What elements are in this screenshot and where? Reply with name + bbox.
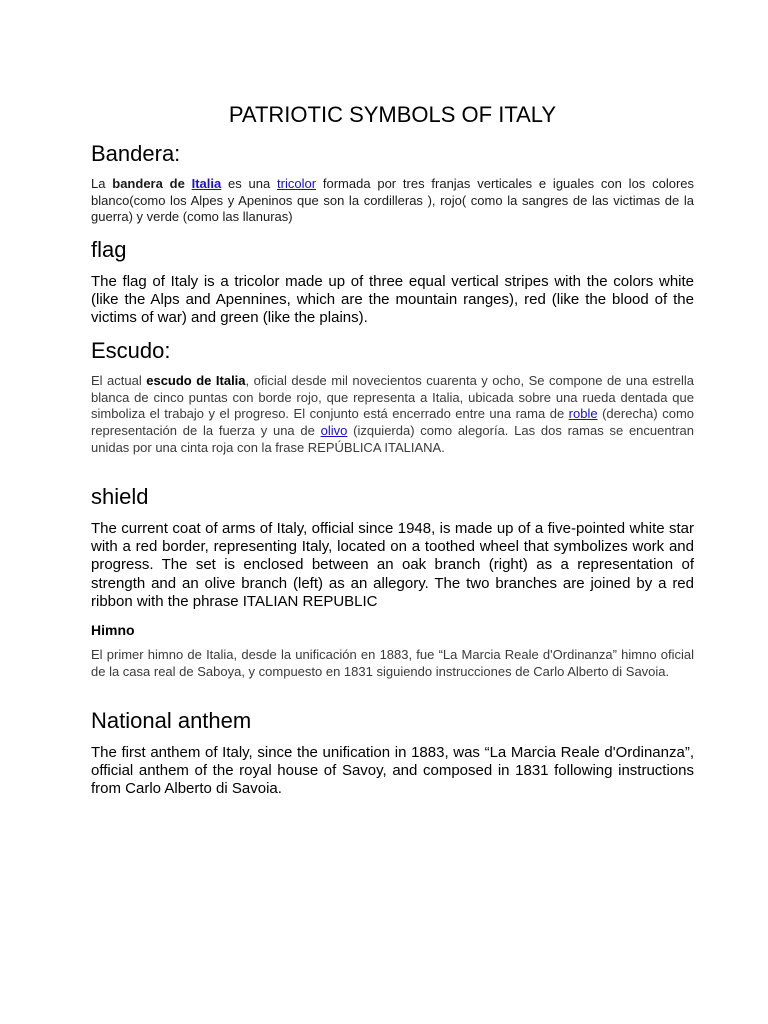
bandera-text-3: formada por tres franjas verticales e iguales con los colores blanco(como los Alpes y Apeninos que son la cordilleras ), rojo( como la sangres de las victimas de la guerra) y verde (como las llanuras) <box>91 176 695 225</box>
escudo-text-1: El actual <box>91 373 147 388</box>
bandera-bold-1: bandera de <box>112 176 192 191</box>
escudo-bold-1: escudo de Italia <box>146 373 246 388</box>
escudo-text-4: (izquierda) como alegoría. Las dos ramas se encuentran unidas por una cinta roja con la frase REPÚBLICA ITALIANA. <box>91 423 694 455</box>
heading-flag: flag <box>91 237 127 262</box>
escudo-text-2: , oficial desde mil novecientos cuarenta y ocho, Se compone de una estrella blanca de cinco puntas con borde rojo, que representa a Italia, ubicada sobre una rueda dentada que simboliza el trabajo y el progreso. El conjunto está encerrado entre una rama de <box>91 373 694 422</box>
heading-shield: shield <box>91 484 149 509</box>
link-tricolor[interactable]: tricolor <box>277 176 317 191</box>
link-olivo[interactable]: olivo <box>320 423 348 439</box>
bandera-text-2: es una <box>221 176 278 191</box>
bandera-text-1: La <box>91 176 113 191</box>
link-italia[interactable]: Italia <box>191 176 222 191</box>
paragraph-bandera <box>91 176 694 226</box>
heading-himno: Himno <box>91 622 135 638</box>
heading-national-anthem: National anthem <box>91 708 252 733</box>
paragraph-escudo <box>91 373 694 457</box>
paragraph-himno: El primer himno de Italia, desde la unificación en 1883, fue “La Marcia Reale d'Ordinanza” himno oficial de la casa real de Saboya, y compuesto en 1831 siguiendo instrucciones de Carlo Alberto di Savoia. <box>91 647 694 679</box>
escudo-text-3: (derecha) como representación de la fuerza y una de <box>91 406 694 439</box>
page-title: PATRIOTIC SYMBOLS OF ITALY <box>228 102 557 127</box>
link-roble[interactable]: roble <box>568 406 598 422</box>
paragraph-shield: The current coat of arms of Italy, official since 1948, is made up of a five-pointed white star with a red border, representing Italy, located on a toothed wheel that symbolizes work and progress. The set is enclosed between an oak branch (right) as a representation of strength and an olive branch (left) as an allegory. The two branches are joined by a red ribbon with the phrase ITALIAN REPUBLIC <box>91 520 694 610</box>
heading-escudo: Escudo: <box>91 338 171 363</box>
heading-bandera: Bandera: <box>91 141 181 166</box>
paragraph-flag: The flag of Italy is a tricolor made up of three equal vertical stripes with the colors white (like the Alps and Apennines, which are the mountain ranges), red (like the blood of the victims of war) and green (like the plains). <box>91 273 694 327</box>
paragraph-national-anthem: The first anthem of Italy, since the unification in 1883, was “La Marcia Reale d'Ordinanza”, official anthem of the royal house of Savoy, and composed in 1831 following instructions from Carlo Alberto di Savoia. <box>91 744 694 798</box>
